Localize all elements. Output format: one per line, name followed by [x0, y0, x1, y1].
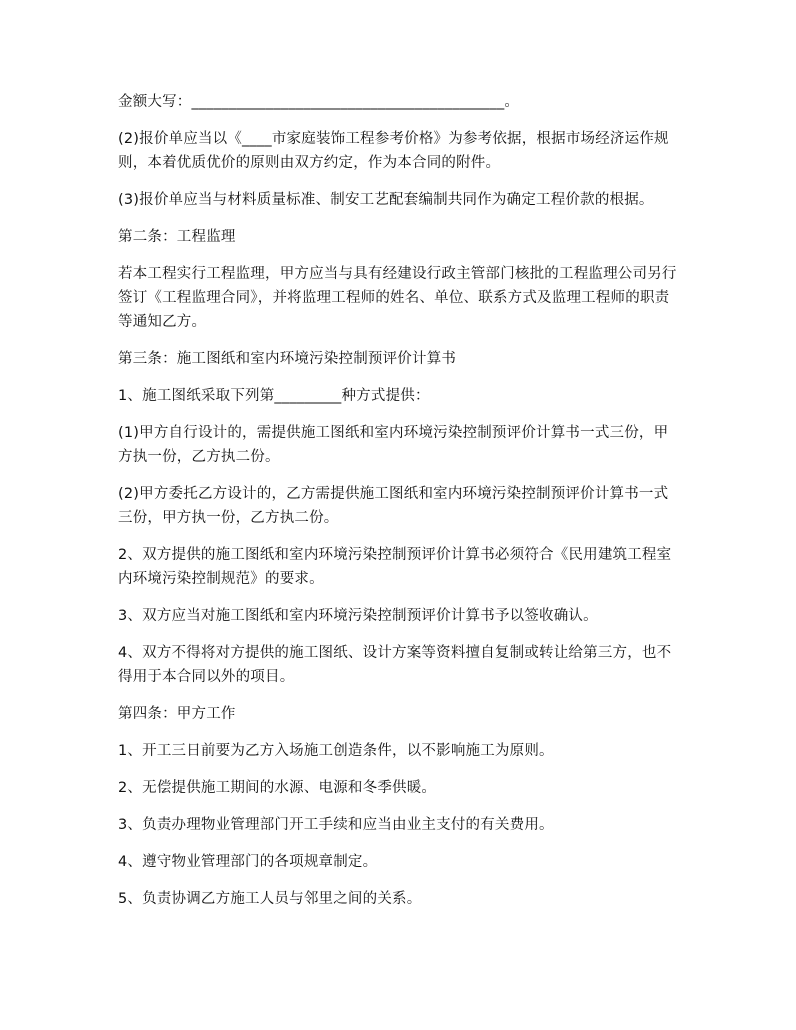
clause-drawings-compliance: 2、双方提供的施工图纸和室内环境污染控制预评价计算书必须符合《民用建筑工程室内环境污染控制规范》的要求。	[118, 547, 672, 587]
clause-party-a-design: (1)甲方自行设计的，需提供施工图纸和室内环境污染控制预评价计算书一式三份，甲方执一份，乙方执二份。	[118, 425, 669, 465]
section-heading-article-2: 第二条：工程监理	[118, 229, 236, 245]
clause-property-procedures: 3、负责办理物业管理部门开工手续和应当由业主支付的有关费用。	[118, 817, 554, 833]
clause-supervision: 若本工程实行工程监理，甲方应当与具有经建设行政主管部门核批的工程监理公司另行签订《工程监理合同》，并将监理工程师的姓名、单位、联系方式及监理工程师的职责等通知乙方。	[118, 266, 677, 330]
clause-drawings-acknowledgement: 3、双方应当对施工图纸和室内环境污染控制预评价计算书予以签收确认。	[118, 608, 598, 624]
document-body	[118, 90, 683, 924]
clause-site-preparation: 1、开工三日前要为乙方入场施工创造条件，以不影响施工为原则。	[118, 743, 554, 759]
clause-drawings-method: 1、施工图纸采取下列第_________种方式提供：	[118, 388, 430, 404]
clause-neighbor-coordination: 5、负责协调乙方施工人员与邻里之间的关系。	[118, 891, 422, 907]
amount-in-words-line: 金额大写：__________________________________________。	[118, 94, 520, 110]
section-heading-article-3: 第三条：施工图纸和室内环境污染控制预评价计算书	[118, 351, 457, 367]
section-heading-article-4: 第四条：甲方工作	[118, 706, 236, 722]
clause-property-rules: 4、遵守物业管理部门的各项规章制定。	[118, 854, 378, 870]
clause-quotation-basis: (2)报价单应当以《____市家庭装饰工程参考价格》为参考依据，根据市场经济运作规则，本着优质优价的原则由双方约定，作为本合同的附件。	[118, 131, 669, 171]
clause-drawings-confidentiality: 4、双方不得将对方提供的施工图纸、设计方案等资料擅自复制或转让给第三方，也不得用于本合同以外的项目。	[118, 645, 672, 685]
clause-quotation-standards: (3)报价单应当与材料质量标准、制安工艺配套编制共同作为确定工程价款的根据。	[118, 192, 654, 208]
clause-party-b-design: (2)甲方委托乙方设计的，乙方需提供施工图纸和室内环境污染控制预评价计算书一式三份，甲方执一份，乙方执二份。	[118, 486, 669, 526]
clause-utilities: 2、无偿提供施工期间的水源、电源和冬季供暖。	[118, 780, 437, 796]
